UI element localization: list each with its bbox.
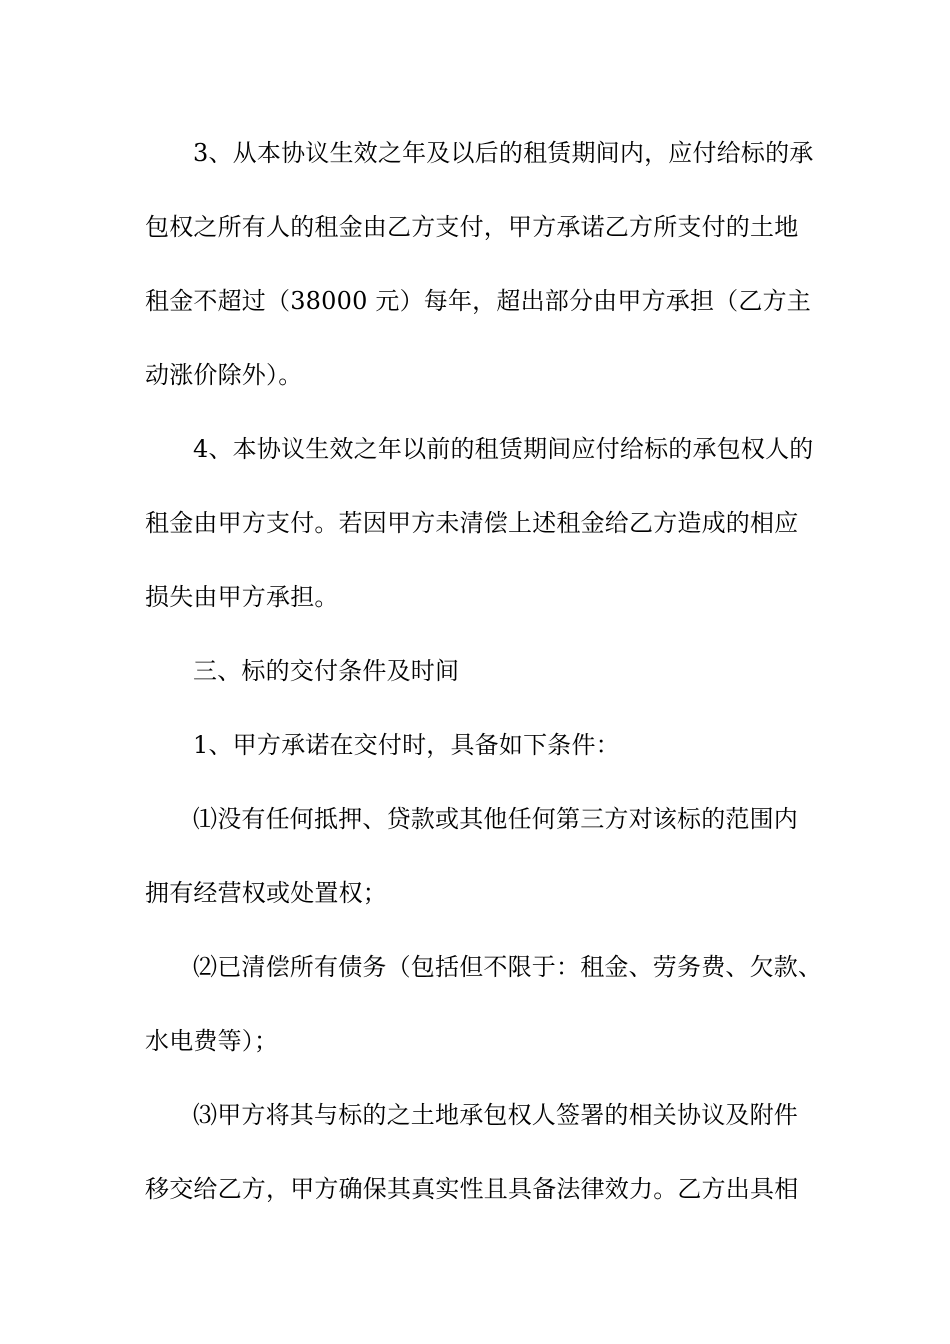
item-1-line-1: ⑴没有任何抵押、贷款或其他任何第三方对该标的范围内 [193,805,798,833]
item-1-line-2: 拥有经营权或处置权； [145,879,387,907]
paragraph-3-line-1: 3、从本协议生效之年及以后的租赁期间内，应付给标的承 [193,139,814,167]
paragraph-4-line-1: 4、本协议生效之年以前的租赁期间应付给标的承包权人的 [193,435,814,463]
paragraph-4-line-2: 租金由甲方支付。若因甲方未清偿上述租金给乙方造成的相应 [145,509,799,537]
paragraph-3-line-4: 动涨价除外）。 [145,361,303,389]
paragraph-4-line-3: 损失由甲方承担。 [145,583,339,611]
item-3-line-2: 移交给乙方，甲方确保其真实性且具备法律效力。乙方出具相 [145,1175,799,1203]
item-2-line-1: ⑵已清偿所有债务（包括但不限于：租金、劳务费、欠款、 [193,953,823,981]
item-2-line-2: 水电费等）； [145,1027,279,1055]
paragraph-3-line-3: 租金不超过（38000 元）每年，超出部分由甲方承担（乙方主 [145,287,811,315]
paragraph-3-line-2: 包权之所有人的租金由乙方支付，甲方承诺乙方所支付的土地 [145,213,799,241]
item-3-line-1: ⑶甲方将其与标的之土地承包权人签署的相关协议及附件 [193,1101,798,1129]
section-heading: 三、标的交付条件及时间 [193,657,460,685]
clause-1-line-1: 1、甲方承诺在交付时，具备如下条件： [193,731,620,759]
